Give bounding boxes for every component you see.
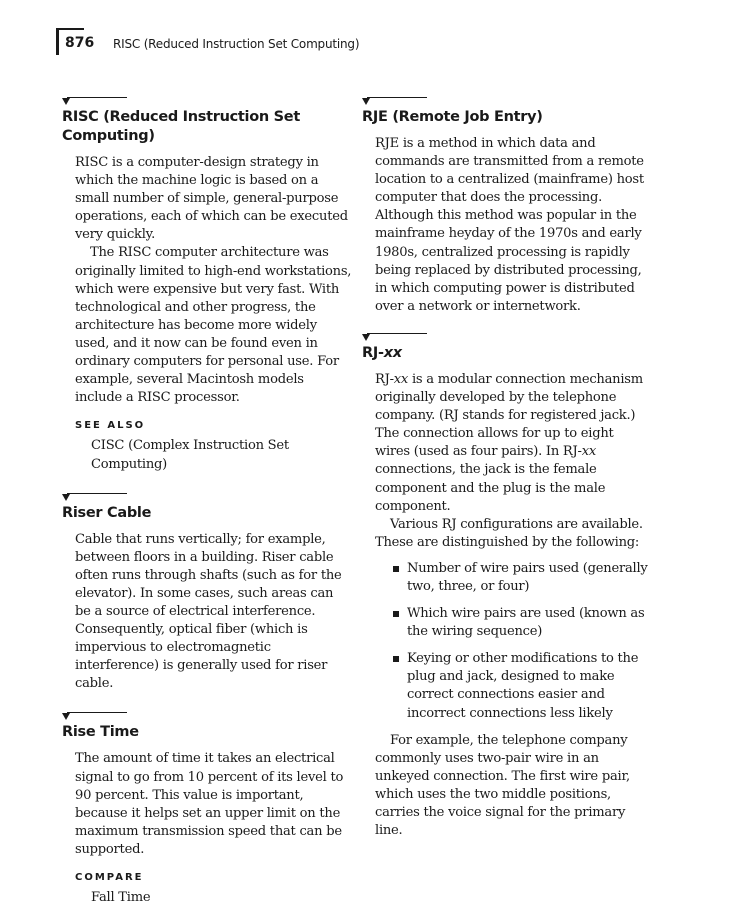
right-column <box>362 96 652 840</box>
page-header <box>56 28 456 56</box>
entry-body <box>62 750 352 907</box>
entry-marker <box>362 96 652 106</box>
entry-body <box>362 371 652 840</box>
paragraph: The amount of time it takes an electrical signal to go from 10 percent of its level to 90 percent. This value is important, because it helps set an upper limit on the maximum transmission speed that can be supported. <box>75 751 344 857</box>
entry-rj-xx <box>362 332 652 840</box>
entry-body <box>362 135 652 316</box>
see-also-item: CISC (Complex Instruction Set Computing) <box>91 438 289 472</box>
header-rule <box>56 28 84 30</box>
entry-title: RISC (Reduced Instruction Set Computing) <box>62 109 300 144</box>
entry-marker <box>62 492 352 502</box>
see-also-label: SEE ALSO <box>75 420 146 432</box>
list-item: Keying or other modifications to the plug and jack, designed to make correct connections easier and incorrect connections less likely <box>391 650 652 722</box>
entry-marker <box>62 96 352 106</box>
paragraph: Various RJ configurations are available. These are distinguished by the following: <box>375 516 643 550</box>
entry-title: RJE (Remote Job Entry) <box>362 109 543 125</box>
entry-body <box>62 531 352 694</box>
entry-marker <box>362 332 652 342</box>
entry-risc <box>62 96 352 474</box>
entry-title: Riser Cable <box>62 504 152 521</box>
entry-title: RJ-xx <box>362 344 402 361</box>
triangle-icon <box>362 334 370 341</box>
paragraph: RISC is a computer-design strategy in which the machine logic is based on a small number of simple, general-purpose operations, each of which can be executed very quickly. <box>75 155 348 243</box>
paragraph: The RISC computer architecture was originally limited to high-end workstations, which were expensive but very fast. With technological and other progress, the architecture has become more widely used, and it now can be found even in ordinary computers for personal use. For example, several Macintosh models include a RISC processor. <box>75 245 352 406</box>
paragraph: For example, the telephone company commonly uses two-pair wire in an unkeyed connection. The first wire pair, which uses the two middle positions, carries the voice signal for the primary line. <box>375 732 630 839</box>
list-item: Which wire pairs are used (known as the wiring sequence) <box>391 605 652 641</box>
header-bar <box>56 28 59 55</box>
entry-rise-time <box>62 711 352 907</box>
list-item: Number of wire pairs used (generally two, three, or four) <box>391 560 652 596</box>
entry-title: Rise Time <box>62 724 139 741</box>
entry-riser-cable <box>62 492 352 694</box>
entry-rje <box>362 96 652 316</box>
compare-item: Fall Time <box>91 890 151 906</box>
bullet-list <box>375 560 652 723</box>
paragraph: RJE is a method in which data and commands are transmitted from a remote location to a centralized (mainframe) host computer that does the processing. Although this method was popular in the mainframe heyday of the 1970s and early 1980s, centralized processing is rapidly being replaced by distributed processing, in which computing power is distributed over a network or internetwork. <box>375 136 644 314</box>
paragraph: Cable that runs vertically; for example, between floors in a building. Riser cable often runs through shafts (such as for the elevator). In some cases, such areas can be a source of electrical interference. Consequently, optical fiber (which is impervious to electromagnetic interference) is generally used for riser cable. <box>75 531 342 692</box>
triangle-icon <box>62 494 70 501</box>
compare-label: COMPARE <box>75 872 144 883</box>
left-column <box>62 96 352 907</box>
paragraph: RJ-xx is a modular connection mechanism originally developed by the telephone company. (RJ stands for registered jack.) The connection allows for up to eight wires (used as four pairs). In RJ-xx connections, the jack is the female component and the plug is the male component. <box>375 371 643 514</box>
entry-marker <box>62 711 352 721</box>
entry-body <box>62 154 352 474</box>
triangle-icon <box>62 713 70 720</box>
triangle-icon <box>362 98 370 105</box>
page-number: 876 <box>65 35 95 51</box>
running-head: RISC (Reduced Instruction Set Computing) <box>113 37 360 51</box>
triangle-icon <box>62 98 70 105</box>
